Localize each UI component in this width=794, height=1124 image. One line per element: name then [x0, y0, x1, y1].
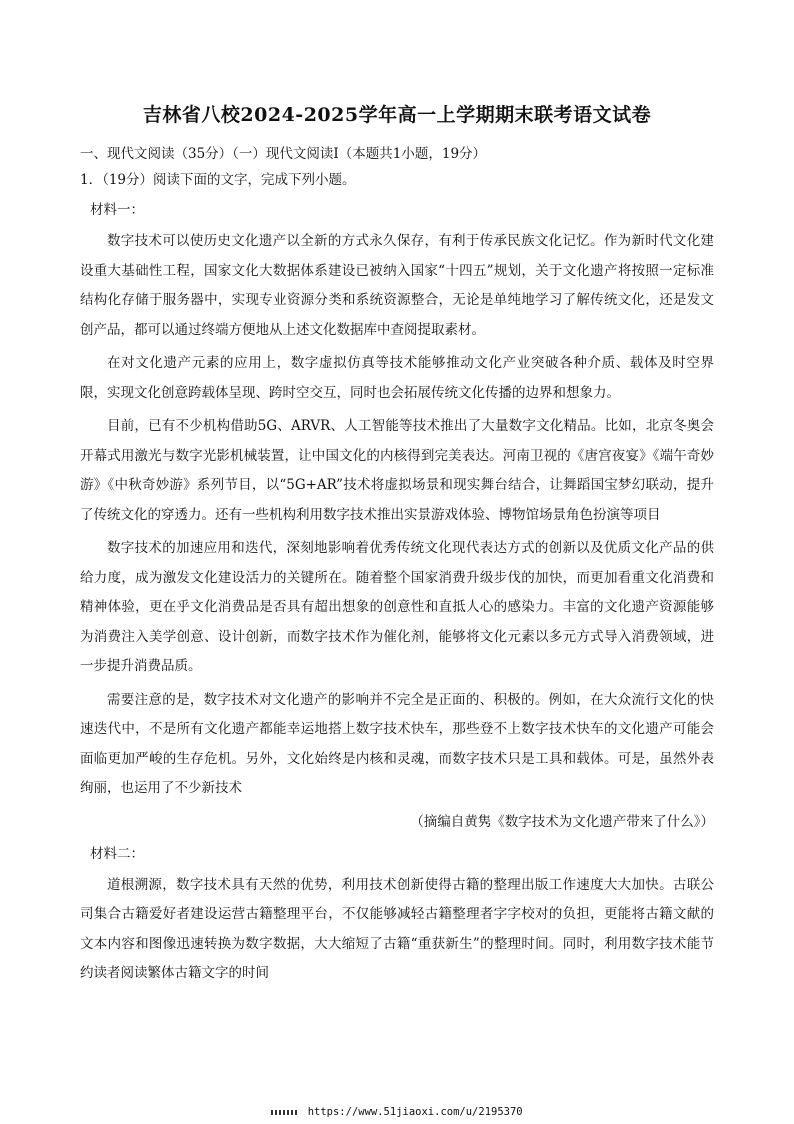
- material1-source: （摘编自黄隽《数字技术为文化遗产带来了什么》）: [410, 813, 714, 830]
- material1-paragraph: 目前，已有不少机构借助5G、ARVR、人工智能等技术推出了大量数字文化精品。比如，北京冬奥会开幕式用激光与数字光影机械装置，让中国文化的内核得到完美表达。河南卫视的《唐宫夜宴》《端午奇妙游》《中秋奇妙游》系列节目，以“5G+AR”技术将虚拟场景和现实舞台结合，让舞蹈国宝梦幻联动，提升了传统文化的穿透力。还有一些机构利用数字技术推出实景游戏体验、博物馆场景角色扮演等项目: [80, 418, 714, 523]
- document-page: [80, 100, 714, 993]
- material1-paragraph: 数字技术的加速应用和迭代，深刻地影响着优秀传统文化现代表达方式的创新以及优质文化产品的供给力度，成为激发文化建设活力的关键所在。随着整个国家消费升级步伐的加快，而更加看重文化消费和精神体验，更在乎文化消费品是否具有超出想象的创意性和直抵人心的感染力。丰富的文化遗产资源能够为消费注入美学创意、设计创新，而数字技术作为催化剂，能够将文化元素以多元方式导入消费领域，进一步提升消费品质。: [80, 540, 714, 674]
- material1-paragraph: 需要注意的是，数字技术对文化遗产的影响并不完全是正面的、积极的。例如，在大众流行文化的快速迭代中，不是所有文化遗产都能幸运地搭上数字技术快车，那些登不上数字技术快车的文化遗产可能会面临更加严峻的生存危机。另外，文化始终是内核和灵魂，而数字技术只是工具和载体。可是，虽然外表绚丽，也运用了不少新技术: [80, 691, 714, 796]
- material2-paragraph: 道根溯源，数字技术具有天然的优势，利用技术创新使得古籍的整理出版工作速度大大加快。古联公司集合古籍爱好者建设运营古籍整理平台，不仅能够减轻古籍整理者字字校对的负担，更能将古籍文献的文本内容和图像迅速转换为数字数据，大大缩短了古籍“重获新生”的整理时间。同时，利用数字技术能节约读者阅读繁体古籍文字的时间: [80, 876, 714, 981]
- watermark-icon: [271, 1110, 297, 1115]
- material1-label: 材料一：: [90, 202, 144, 218]
- page-footer: [0, 1106, 794, 1118]
- question-stem: 1．（19分）阅读下面的文字，完成下列小题。: [80, 172, 356, 188]
- material1-paragraph: 在对文化遗产元素的应用上，数字虚拟仿真等技术能够推动文化产业突破各种介质、载体及时空界限，实现文化创意跨载体呈现、跨时空交互，同时也会拓展传统文化传播的边界和想象力。: [80, 355, 714, 401]
- section-heading: 一、现代文阅读（35分）（一）现代文阅读I（本题共1小题，19分）: [80, 146, 487, 162]
- material1-paragraph: 数字技术可以使历史文化遗产以全新的方式永久保存，有利于传承民族文化记忆。作为新时代文化建设重大基础性工程，国家文化大数据体系建设已被纳入国家“十四五”规划，关于文化遗产将按照一定标准结构化存储于服务器中，实现专业资源分类和系统资源整合，无论是单纯地学习了解传统文化，还是发文创产品，都可以通过终端方便地从上述文化数据库中查阅提取素材。: [80, 233, 714, 338]
- footer-link[interactable]: https://www.51jiaoxi.com/u/2195370: [307, 1106, 523, 1118]
- page-title: 吉林省八校2024-2025学年高一上学期期末联考语文试卷: [142, 104, 652, 126]
- material2-label: 材料二：: [90, 845, 144, 862]
